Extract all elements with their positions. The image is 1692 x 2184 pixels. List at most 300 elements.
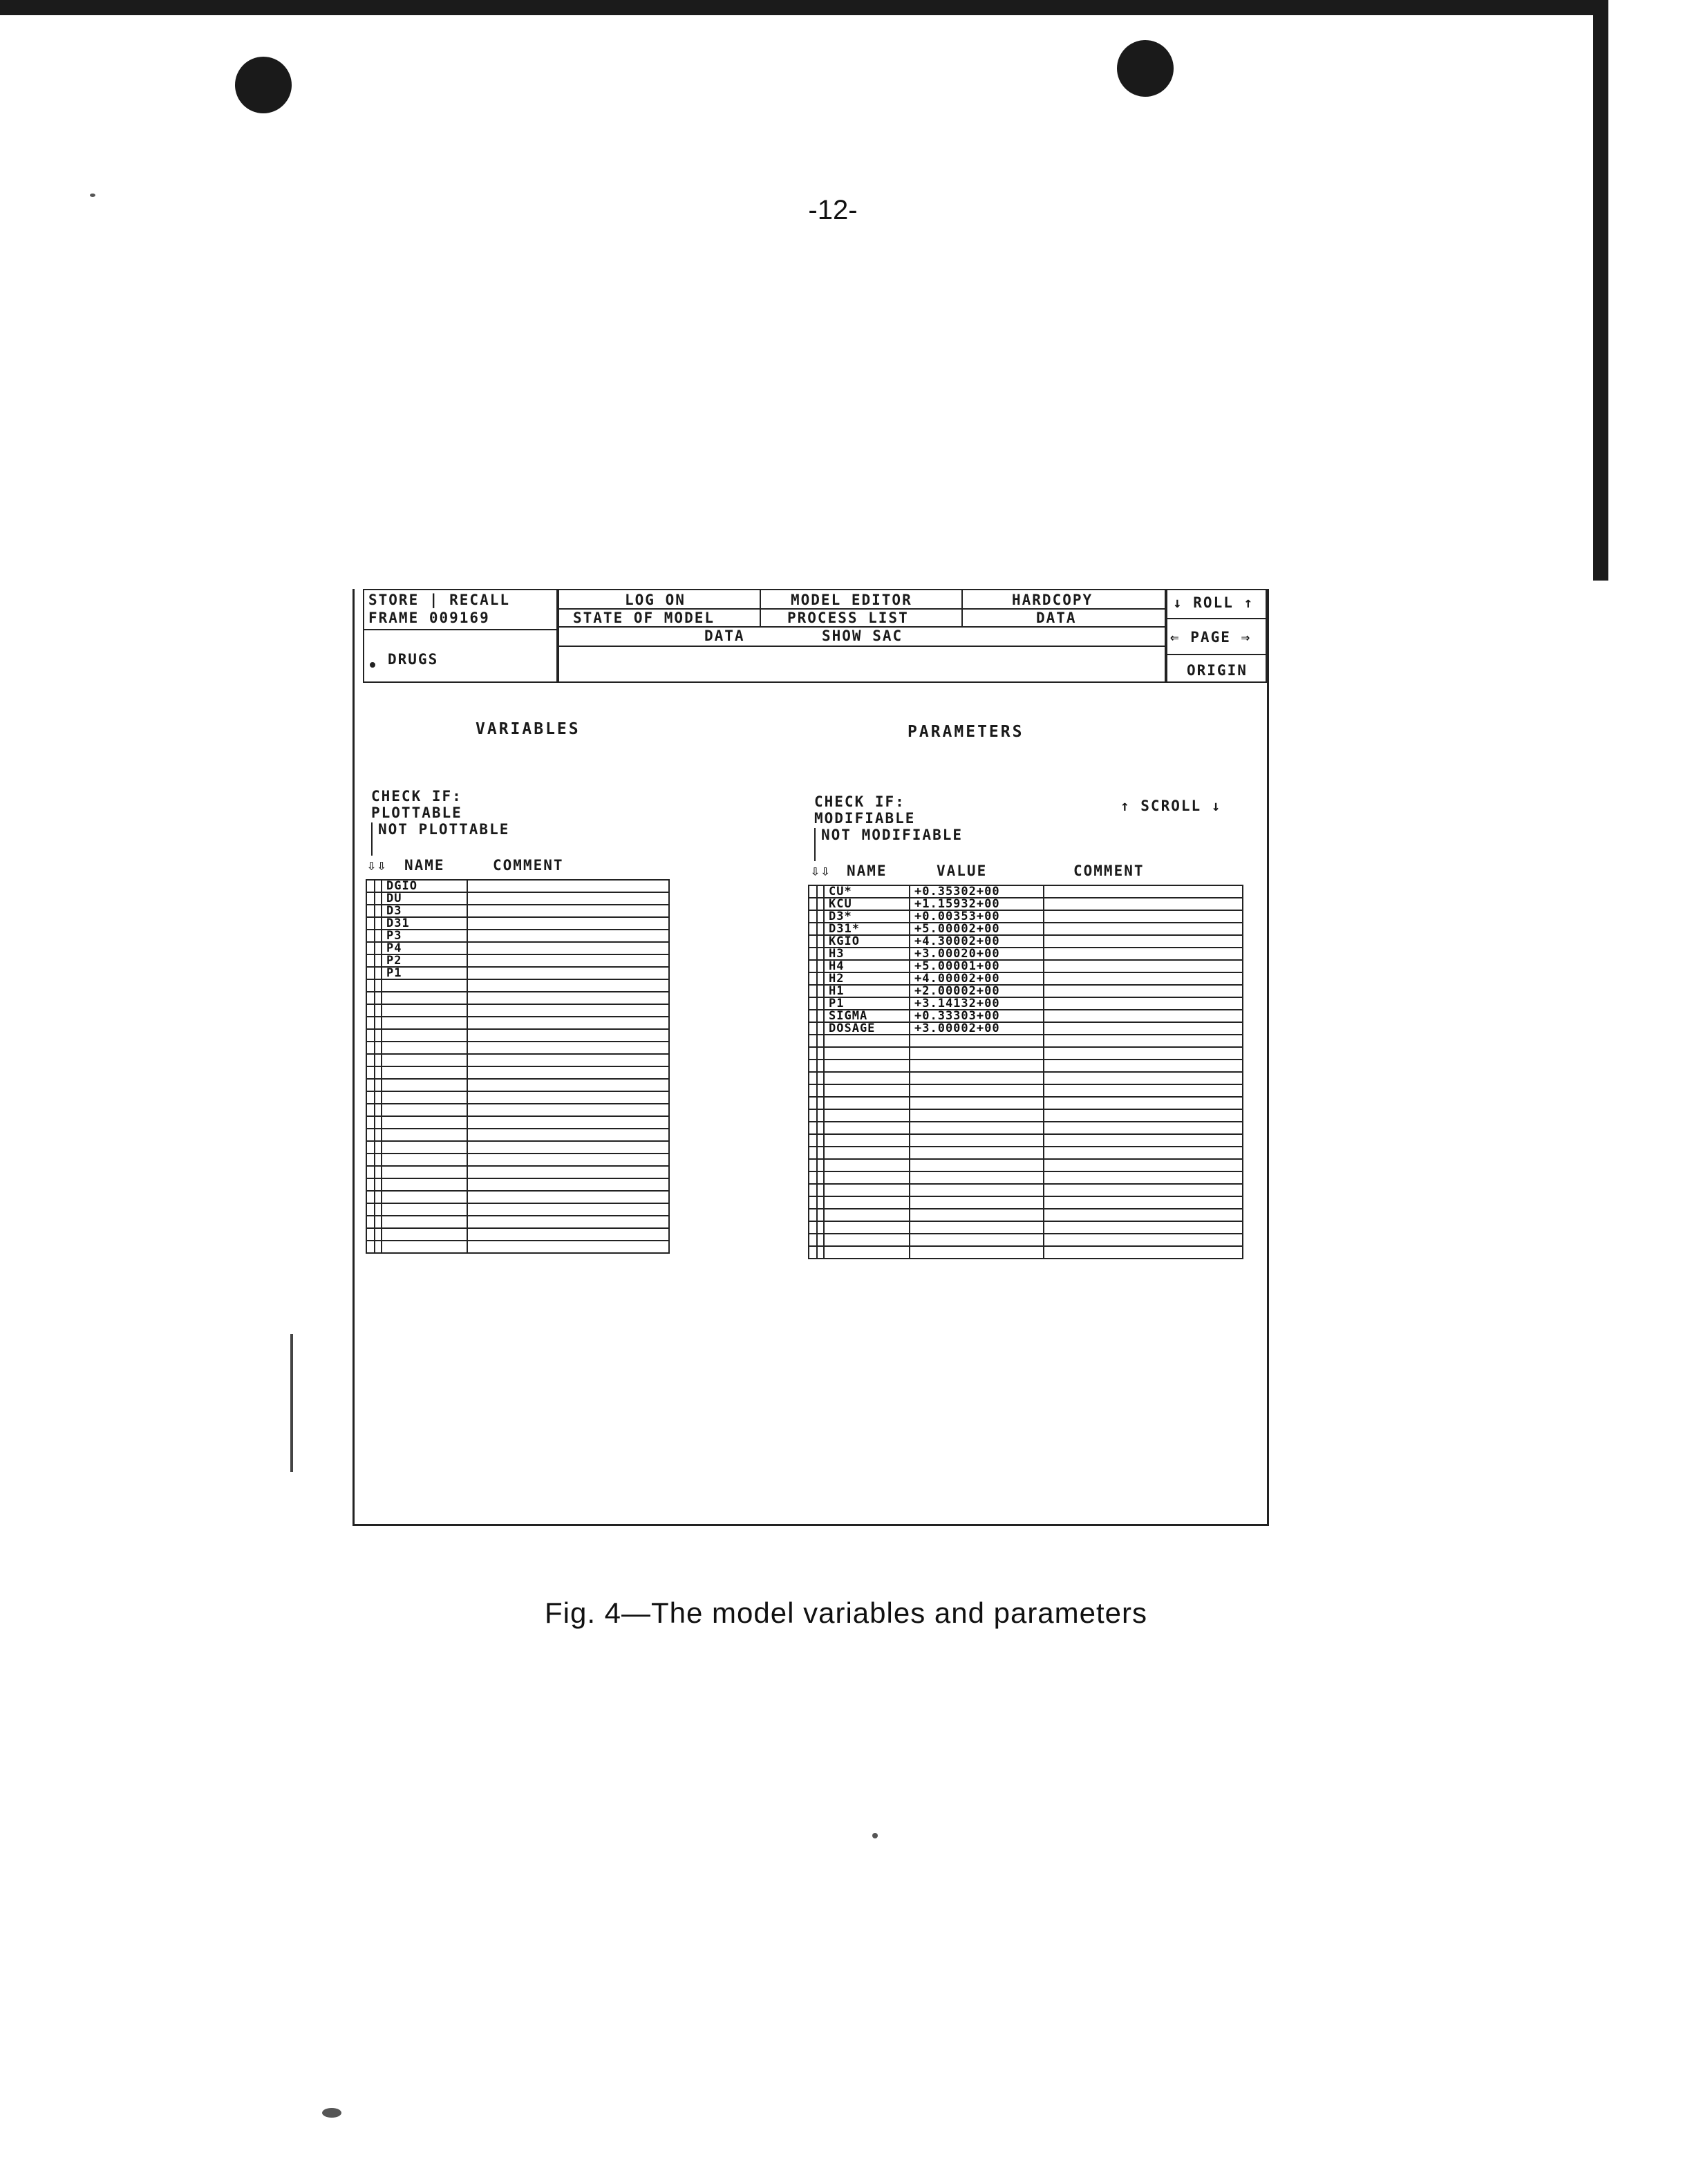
variable-name-cell[interactable] [382, 1228, 467, 1241]
variable-name-cell[interactable]: P3 [382, 930, 467, 942]
not-plottable-checkbox[interactable] [375, 880, 382, 892]
variable-name-cell[interactable] [382, 1166, 467, 1178]
not-modifiable-checkbox[interactable] [817, 997, 824, 1010]
modifiable-checkbox[interactable] [809, 948, 817, 960]
not-plottable-checkbox[interactable] [375, 1079, 382, 1091]
table-row [366, 1029, 669, 1042]
parameter-name-cell[interactable] [824, 1184, 910, 1196]
model-editor-button[interactable]: MODEL EDITOR [791, 592, 912, 608]
variable-comment-cell[interactable] [467, 892, 669, 905]
parameter-name-cell[interactable] [824, 1035, 910, 1047]
page-button[interactable]: ⇐ PAGE ⇒ [1170, 629, 1252, 646]
not-plottable-checkbox[interactable] [375, 1129, 382, 1141]
parameter-value-cell[interactable] [910, 1209, 1044, 1221]
parameter-name-cell[interactable]: KGIO [824, 935, 910, 948]
parameter-name-cell[interactable]: SIGMA [824, 1010, 910, 1022]
variable-comment-cell[interactable] [467, 1079, 669, 1091]
variable-comment-cell[interactable] [467, 954, 669, 967]
variable-name-cell[interactable] [382, 992, 467, 1004]
parameter-comment-cell[interactable] [1044, 1234, 1243, 1246]
parameter-comment-cell[interactable] [1044, 1109, 1243, 1122]
parameter-name-cell[interactable] [824, 1147, 910, 1159]
not-plottable-checkbox[interactable] [375, 905, 382, 917]
parameter-value-cell[interactable] [910, 1047, 1044, 1060]
parameter-name-cell[interactable]: H3 [824, 948, 910, 960]
variable-comment-cell[interactable] [467, 1216, 669, 1228]
not-modifiable-checkbox[interactable] [817, 1072, 824, 1084]
variable-name-cell[interactable] [382, 1191, 467, 1203]
variable-comment-cell[interactable] [467, 1191, 669, 1203]
not-modifiable-checkbox[interactable] [817, 948, 824, 960]
not-plottable-checkbox[interactable] [375, 1191, 382, 1203]
parameter-value-cell[interactable] [910, 1184, 1044, 1196]
plottable-checkbox[interactable] [366, 1079, 375, 1091]
plottable-checkbox[interactable] [366, 954, 375, 967]
not-plottable-checkbox[interactable] [375, 954, 382, 967]
variable-name-cell[interactable] [382, 1116, 467, 1129]
variable-comment-cell[interactable] [467, 1203, 669, 1216]
modifiable-checkbox[interactable] [809, 997, 817, 1010]
variable-name-cell[interactable]: P1 [382, 967, 467, 979]
not-modifiable-checkbox[interactable] [817, 1097, 824, 1109]
variables-title: VARIABLES [476, 720, 581, 738]
parameter-value-cell[interactable] [910, 1122, 1044, 1134]
parameter-comment-cell[interactable] [1044, 1147, 1243, 1159]
parameter-name-cell[interactable]: D3* [824, 910, 910, 923]
not-modifiable-checkbox[interactable] [817, 1047, 824, 1060]
variable-comment-cell[interactable] [467, 1129, 669, 1141]
not-plottable-checkbox[interactable] [375, 892, 382, 905]
variable-comment-cell[interactable] [467, 1154, 669, 1166]
modifiable-checkbox[interactable] [809, 1060, 817, 1072]
plottable-checkbox[interactable] [366, 880, 375, 892]
parameter-value-cell[interactable] [910, 1159, 1044, 1171]
parameter-name-cell[interactable]: D31* [824, 923, 910, 935]
parameter-name-cell[interactable] [824, 1209, 910, 1221]
parameter-name-cell[interactable] [824, 1221, 910, 1234]
parameter-value-cell[interactable] [910, 1035, 1044, 1047]
not-plottable-checkbox[interactable] [375, 1104, 382, 1116]
plottable-checkbox[interactable] [366, 1091, 375, 1104]
variable-comment-cell[interactable] [467, 967, 669, 979]
parameter-value-cell[interactable] [910, 1196, 1044, 1209]
parameter-comment-cell[interactable] [1044, 997, 1243, 1010]
modifiable-checkbox[interactable] [809, 885, 817, 898]
not-plottable-checkbox[interactable] [375, 1066, 382, 1079]
parameter-value-cell[interactable]: +4.30002+00 [910, 935, 1044, 948]
not-plottable-checkbox[interactable] [375, 930, 382, 942]
parameter-comment-cell[interactable] [1044, 1072, 1243, 1084]
not-plottable-checkbox[interactable] [375, 992, 382, 1004]
not-modifiable-checkbox[interactable] [817, 1134, 824, 1147]
not-modifiable-checkbox[interactable] [817, 960, 824, 972]
parameter-comment-cell[interactable] [1044, 910, 1243, 923]
parameters-name-header: NAME [847, 863, 887, 879]
not-modifiable-checkbox[interactable] [817, 1022, 824, 1035]
parameter-comment-cell[interactable] [1044, 1047, 1243, 1060]
parameters-title: PARAMETERS [908, 723, 1024, 741]
plottable-checkbox[interactable] [366, 1104, 375, 1116]
parameters-check-if: CHECK IF: [814, 793, 905, 810]
variable-name-cell[interactable]: P2 [382, 954, 467, 967]
parameter-comment-cell[interactable] [1044, 1010, 1243, 1022]
parameter-comment-cell[interactable] [1044, 972, 1243, 985]
plottable-checkbox[interactable] [366, 967, 375, 979]
not-modifiable-checkbox[interactable] [817, 923, 824, 935]
parameter-comment-cell[interactable] [1044, 1196, 1243, 1209]
parameter-comment-cell[interactable] [1044, 1035, 1243, 1047]
variable-comment-cell[interactable] [467, 992, 669, 1004]
variable-comment-cell[interactable] [467, 1091, 669, 1104]
parameter-value-cell[interactable] [910, 1097, 1044, 1109]
plottable-checkbox[interactable] [366, 892, 375, 905]
modifiable-checkbox[interactable] [809, 1159, 817, 1171]
plottable-checkbox[interactable] [366, 1154, 375, 1166]
not-modifiable-checkbox[interactable] [817, 935, 824, 948]
table-row [809, 1060, 1243, 1072]
parameter-comment-cell[interactable] [1044, 1159, 1243, 1171]
not-plottable-checkbox[interactable] [375, 1004, 382, 1017]
parameter-comment-cell[interactable] [1044, 985, 1243, 997]
not-modifiable-checkbox[interactable] [817, 1209, 824, 1221]
variable-comment-cell[interactable] [467, 1029, 669, 1042]
modifiable-checkbox[interactable] [809, 1072, 817, 1084]
parameter-value-cell[interactable]: +3.14132+00 [910, 997, 1044, 1010]
not-modifiable-checkbox[interactable] [817, 1171, 824, 1184]
modifiable-checkbox[interactable] [809, 898, 817, 910]
parameter-comment-cell[interactable] [1044, 1184, 1243, 1196]
not-plottable-checkbox[interactable] [375, 942, 382, 954]
parameter-value-cell[interactable]: +5.00002+00 [910, 923, 1044, 935]
parameter-value-cell[interactable] [910, 1084, 1044, 1097]
plottable-checkbox[interactable] [366, 992, 375, 1004]
variable-comment-cell[interactable] [467, 1104, 669, 1116]
variable-comment-cell[interactable] [467, 942, 669, 954]
parameter-name-cell[interactable] [824, 1109, 910, 1122]
not-plottable-checkbox[interactable] [375, 1042, 382, 1054]
not-plottable-checkbox[interactable] [375, 1228, 382, 1241]
parameter-comment-cell[interactable] [1044, 1084, 1243, 1097]
table-row [366, 1228, 669, 1241]
roll-button[interactable]: ↓ ROLL ↑ [1173, 594, 1254, 611]
parameter-value-cell[interactable] [910, 1234, 1044, 1246]
log-on-button[interactable]: LOG ON [625, 592, 686, 608]
plottable-checkbox[interactable] [366, 1203, 375, 1216]
not-modifiable-checkbox[interactable] [817, 1084, 824, 1097]
modifiable-checkbox[interactable] [809, 1196, 817, 1209]
parameter-name-cell[interactable] [824, 1072, 910, 1084]
plottable-checkbox[interactable] [366, 1054, 375, 1066]
not-modifiable-checkbox[interactable] [817, 1159, 824, 1171]
modifiable-checkbox[interactable] [809, 1209, 817, 1221]
plottable-checkbox[interactable] [366, 1116, 375, 1129]
modifiable-checkbox[interactable] [809, 910, 817, 923]
parameter-name-cell[interactable] [824, 1171, 910, 1184]
parameter-comment-cell[interactable] [1044, 898, 1243, 910]
not-modifiable-checkbox[interactable] [817, 1122, 824, 1134]
plottable-checkbox[interactable] [366, 1216, 375, 1228]
parameter-comment-cell[interactable] [1044, 1060, 1243, 1072]
variable-name-cell[interactable] [382, 1066, 467, 1079]
plottable-checkbox[interactable] [366, 1241, 375, 1253]
variable-comment-cell[interactable] [467, 880, 669, 892]
variable-name-cell[interactable] [382, 979, 467, 992]
parameter-name-cell[interactable] [824, 1047, 910, 1060]
variable-name-cell[interactable] [382, 1216, 467, 1228]
parameter-name-cell[interactable]: DOSAGE [824, 1022, 910, 1035]
plottable-checkbox[interactable] [366, 1191, 375, 1203]
not-plottable-checkbox[interactable] [375, 1091, 382, 1104]
parameter-value-cell[interactable]: +0.00353+00 [910, 910, 1044, 923]
parameter-name-cell[interactable]: KCU [824, 898, 910, 910]
parameter-comment-cell[interactable] [1044, 1022, 1243, 1035]
parameter-name-cell[interactable]: P1 [824, 997, 910, 1010]
not-modifiable-checkbox[interactable] [817, 1109, 824, 1122]
variable-comment-cell[interactable] [467, 1042, 669, 1054]
parameter-comment-cell[interactable] [1044, 1097, 1243, 1109]
not-plottable-checkbox[interactable] [375, 1141, 382, 1154]
variable-comment-cell[interactable] [467, 930, 669, 942]
variable-comment-cell[interactable] [467, 1017, 669, 1029]
parameter-name-cell[interactable] [824, 1122, 910, 1134]
not-plottable-checkbox[interactable] [375, 1116, 382, 1129]
parameter-comment-cell[interactable] [1044, 960, 1243, 972]
parameter-value-cell[interactable]: +5.00001+00 [910, 960, 1044, 972]
modifiable-checkbox[interactable] [809, 1134, 817, 1147]
plottable-checkbox[interactable] [366, 905, 375, 917]
not-modifiable-checkbox[interactable] [817, 1147, 824, 1159]
variable-comment-cell[interactable] [467, 1241, 669, 1253]
not-plottable-checkbox[interactable] [375, 1029, 382, 1042]
store-recall-label[interactable]: STORE | RECALL [368, 592, 511, 608]
plottable-checkbox[interactable] [366, 917, 375, 930]
variable-name-cell[interactable] [382, 1203, 467, 1216]
variable-name-cell[interactable] [382, 1104, 467, 1116]
parameter-name-cell[interactable] [824, 1097, 910, 1109]
table-row [809, 898, 1243, 910]
not-modifiable-checkbox[interactable] [817, 985, 824, 997]
variable-name-cell[interactable]: D31 [382, 917, 467, 930]
parameter-name-cell[interactable]: H1 [824, 985, 910, 997]
variable-name-cell[interactable] [382, 1154, 467, 1166]
not-modifiable-checkbox[interactable] [817, 1246, 824, 1259]
parameter-value-cell[interactable]: +1.15932+00 [910, 898, 1044, 910]
parameter-name-cell[interactable] [824, 1159, 910, 1171]
variable-comment-cell[interactable] [467, 917, 669, 930]
parameter-comment-cell[interactable] [1044, 948, 1243, 960]
modifiable-checkbox[interactable] [809, 1122, 817, 1134]
variable-comment-cell[interactable] [467, 1054, 669, 1066]
variable-name-cell[interactable] [382, 1178, 467, 1191]
parameter-value-cell[interactable] [910, 1109, 1044, 1122]
hardcopy-button[interactable]: HARDCOPY [1012, 592, 1093, 608]
variable-comment-cell[interactable] [467, 905, 669, 917]
plottable-checkbox[interactable] [366, 1166, 375, 1178]
parameter-value-cell[interactable]: +3.00002+00 [910, 1022, 1044, 1035]
parameter-value-cell[interactable] [910, 1171, 1044, 1184]
parameter-value-cell[interactable] [910, 1221, 1044, 1234]
parameter-comment-cell[interactable] [1044, 1171, 1243, 1184]
data-button-right[interactable]: DATA [1036, 610, 1077, 626]
variable-comment-cell[interactable] [467, 1116, 669, 1129]
not-modifiable-checkbox[interactable] [817, 1221, 824, 1234]
modifiable-checkbox[interactable] [809, 1035, 817, 1047]
plottable-checkbox[interactable] [366, 1042, 375, 1054]
not-modifiable-checkbox[interactable] [817, 1010, 824, 1022]
store-recall-box[interactable] [363, 589, 558, 683]
parameter-value-cell[interactable]: +0.35302+00 [910, 885, 1044, 898]
variable-comment-cell[interactable] [467, 1066, 669, 1079]
modifiable-checkbox[interactable] [809, 960, 817, 972]
plottable-checkbox[interactable] [366, 1141, 375, 1154]
not-modifiable-checkbox[interactable] [817, 1196, 824, 1209]
variable-name-cell[interactable] [382, 1141, 467, 1154]
parameter-name-cell[interactable] [824, 1196, 910, 1209]
table-row [809, 960, 1243, 972]
plottable-checkbox[interactable] [366, 942, 375, 954]
modifiable-checkbox[interactable] [809, 1184, 817, 1196]
plottable-checkbox[interactable] [366, 1017, 375, 1029]
plottable-checkbox[interactable] [366, 1029, 375, 1042]
variable-name-cell[interactable] [382, 1004, 467, 1017]
variable-comment-cell[interactable] [467, 1004, 669, 1017]
modifiable-checkbox[interactable] [809, 1047, 817, 1060]
variable-name-cell[interactable] [382, 1079, 467, 1091]
not-plottable-checkbox[interactable] [375, 917, 382, 930]
variable-name-cell[interactable] [382, 1091, 467, 1104]
variable-name-cell[interactable]: P4 [382, 942, 467, 954]
origin-button[interactable]: ORIGIN [1187, 662, 1248, 679]
modifiable-checkbox[interactable] [809, 1084, 817, 1097]
not-plottable-checkbox[interactable] [375, 1178, 382, 1191]
parameter-name-cell[interactable] [824, 1246, 910, 1259]
parameter-value-cell[interactable]: +0.33303+00 [910, 1010, 1044, 1022]
variable-name-cell[interactable]: D3 [382, 905, 467, 917]
modifiable-checkbox[interactable] [809, 1171, 817, 1184]
variable-comment-cell[interactable] [467, 1166, 669, 1178]
frame-label: FRAME 009169 [368, 610, 490, 626]
not-modifiable-checkbox[interactable] [817, 885, 824, 898]
not-plottable-checkbox[interactable] [375, 1054, 382, 1066]
show-sac-button[interactable]: SHOW SAC [822, 628, 903, 644]
modifiable-checkbox[interactable] [809, 935, 817, 948]
parameter-name-cell[interactable] [824, 1084, 910, 1097]
modifiable-checkbox[interactable] [809, 985, 817, 997]
plottable-checkbox[interactable] [366, 1066, 375, 1079]
parameter-value-cell[interactable] [910, 1072, 1044, 1084]
parameter-comment-cell[interactable] [1044, 1122, 1243, 1134]
not-plottable-checkbox[interactable] [375, 1203, 382, 1216]
variable-name-cell[interactable]: DU [382, 892, 467, 905]
not-modifiable-checkbox[interactable] [817, 1234, 824, 1246]
variables-name-header: NAME [404, 857, 445, 874]
not-plottable-checkbox[interactable] [375, 1241, 382, 1253]
parameter-name-cell[interactable]: CU* [824, 885, 910, 898]
not-modifiable-checkbox[interactable] [817, 1035, 824, 1047]
table-row [366, 1042, 669, 1054]
variable-name-cell[interactable] [382, 1241, 467, 1253]
modifiable-checkbox[interactable] [809, 1234, 817, 1246]
parameter-name-cell[interactable]: H4 [824, 960, 910, 972]
variable-comment-cell[interactable] [467, 979, 669, 992]
plottable-checkbox[interactable] [366, 930, 375, 942]
not-plottable-checkbox[interactable] [375, 1166, 382, 1178]
parameter-name-cell[interactable]: H2 [824, 972, 910, 985]
modifiable-checkbox[interactable] [809, 1109, 817, 1122]
modifiable-checkbox[interactable] [809, 1010, 817, 1022]
variable-comment-cell[interactable] [467, 1228, 669, 1241]
not-modifiable-checkbox[interactable] [817, 972, 824, 985]
parameter-value-cell[interactable] [910, 1147, 1044, 1159]
table-row [809, 1246, 1243, 1259]
parameter-comment-cell[interactable] [1044, 1246, 1243, 1259]
parameter-name-cell[interactable] [824, 1134, 910, 1147]
parameter-name-cell[interactable] [824, 1234, 910, 1246]
parameter-value-cell[interactable]: +2.00002+00 [910, 985, 1044, 997]
modifiable-checkbox[interactable] [809, 1022, 817, 1035]
variable-comment-cell[interactable] [467, 1141, 669, 1154]
modifiable-checkbox[interactable] [809, 1097, 817, 1109]
not-modifiable-checkbox[interactable] [817, 1060, 824, 1072]
process-list-button[interactable]: PROCESS LIST [787, 610, 909, 626]
plottable-checkbox[interactable] [366, 1228, 375, 1241]
plottable-checkbox[interactable] [366, 1004, 375, 1017]
parameter-value-cell[interactable]: +3.00020+00 [910, 948, 1044, 960]
modifiable-checkbox[interactable] [809, 1246, 817, 1259]
variable-name-cell[interactable]: DGIO [382, 880, 467, 892]
not-modifiable-checkbox[interactable] [817, 1184, 824, 1196]
variable-name-cell[interactable] [382, 1042, 467, 1054]
variable-name-cell[interactable] [382, 1054, 467, 1066]
not-plottable-checkbox[interactable] [375, 967, 382, 979]
parameter-comment-cell[interactable] [1044, 923, 1243, 935]
variable-comment-cell[interactable] [467, 1178, 669, 1191]
state-of-model-button[interactable]: STATE OF MODEL [573, 610, 715, 626]
parameter-comment-cell[interactable] [1044, 1134, 1243, 1147]
variable-name-cell[interactable] [382, 1017, 467, 1029]
parameter-value-cell[interactable]: +4.00002+00 [910, 972, 1044, 985]
not-modifiable-checkbox[interactable] [817, 910, 824, 923]
not-plottable-checkbox[interactable] [375, 1017, 382, 1029]
plottable-checkbox[interactable] [366, 1129, 375, 1141]
not-modifiable-checkbox[interactable] [817, 898, 824, 910]
parameter-comment-cell[interactable] [1044, 1221, 1243, 1234]
modifiable-checkbox[interactable] [809, 972, 817, 985]
not-plottable-checkbox[interactable] [375, 1154, 382, 1166]
parameter-comment-cell[interactable] [1044, 885, 1243, 898]
not-modifiable-label: NOT MODIFIABLE [821, 827, 964, 843]
plottable-checkbox[interactable] [366, 979, 375, 992]
variable-name-cell[interactable] [382, 1029, 467, 1042]
plottable-checkbox[interactable] [366, 1178, 375, 1191]
not-plottable-checkbox[interactable] [375, 1216, 382, 1228]
parameter-value-cell[interactable] [910, 1134, 1044, 1147]
modifiable-checkbox[interactable] [809, 923, 817, 935]
not-plottable-checkbox[interactable] [375, 979, 382, 992]
parameter-value-cell[interactable] [910, 1060, 1044, 1072]
parameter-name-cell[interactable] [824, 1060, 910, 1072]
scroll-control[interactable]: ↑ SCROLL ↓ [1120, 798, 1222, 814]
table-row [366, 892, 669, 905]
parameter-comment-cell[interactable] [1044, 1209, 1243, 1221]
variable-name-cell[interactable] [382, 1129, 467, 1141]
data-button-left[interactable]: DATA [704, 628, 745, 644]
modifiable-checkbox[interactable] [809, 1221, 817, 1234]
parameter-comment-cell[interactable] [1044, 935, 1243, 948]
parameter-value-cell[interactable] [910, 1246, 1044, 1259]
modifiable-checkbox[interactable] [809, 1147, 817, 1159]
drugs-label[interactable]: DRUGS [388, 651, 439, 668]
